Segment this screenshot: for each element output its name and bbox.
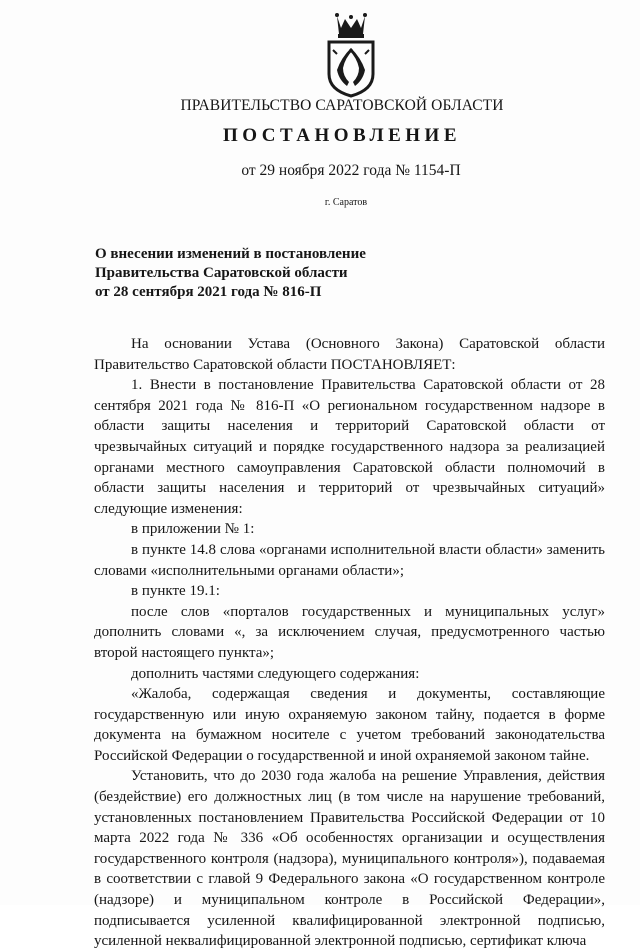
subject-line: Правительства Саратовской области [95,265,348,281]
subject-line: О внесении изменений в постановление [95,246,366,262]
document-city: г. Саратов [324,197,368,208]
body-paragraph: «Жалоба, содержащая сведения и документы, составляющие государственную или иную охраняемую законом тайну, подается в форме документа на бумажном носителе с учетом требований законодательства Российской Федерации о государственной и иной охраняемой законом тайне. [94,686,605,764]
body-paragraph: в пункте 19.1: [131,583,220,600]
document-date-number: от 29 ноября 2022 года № 1154-П [241,162,461,179]
document-type-title: ПОСТАНОВЛЕНИЕ [222,125,462,146]
body-paragraph: в приложении № 1: [131,521,255,538]
government-name: ПРАВИТЕЛЬСТВО САРАТОВСКОЙ ОБЛАСТИ [180,97,504,114]
body-paragraph: На основании Устава (Основного Закона) Саратовской области Правительство Саратовской области ПОСТАНОВЛЯЕТ: [94,336,605,373]
body-paragraph: 1. Внести в постановление Правительства Саратовской области от 28 сентября 2021 года № 816-П «О региональном государственном надзоре в области защиты населения и территорий Саратовской области от чрезвычайных ситуаций и порядке государственного надзора за реализацией органами местного самоуправления Саратовской области полномочий в области защиты населения и территорий от чрезвычайных ситуаций» следующие изменения: [94,377,605,517]
document-body [94,334,605,952]
saratov-coat-of-arms-icon [323,10,379,98]
body-paragraph: дополнить частями следующего содержания: [131,665,420,682]
subject-line: от 28 сентября 2021 года № 816-П [95,284,322,300]
document-subject [95,245,366,302]
body-paragraph: Установить, что до 2030 года жалоба на решение Управления, действия (бездействие) его должностных лиц (в том числе на нарушение требований, установленных постановлением Правительства Российской Федерации от 10 марта 2022 года № 336 «Об особенностях организации и осуществления государственного контроля (надзора), муниципального контроля»), подаваемая в соответствии с главой 9 Федерального закона «О государственном контроле (надзоре) и муниципальном контроле в Российской Федерации», подписывается усиленной квалифицированной электронной подписью, усиленной неквалифицированной электронной подписью, сертификат ключа [94,768,605,950]
body-paragraph: в пункте 14.8 слова «органами исполнительной власти области» заменить словами «исполнительными органами области»; [94,541,605,579]
body-paragraph: после слов «порталов государственных и муниципальных услуг» дополнить словами «, за исключением случая, предусмотренного частью второй настоящего пункта»; [94,603,605,661]
